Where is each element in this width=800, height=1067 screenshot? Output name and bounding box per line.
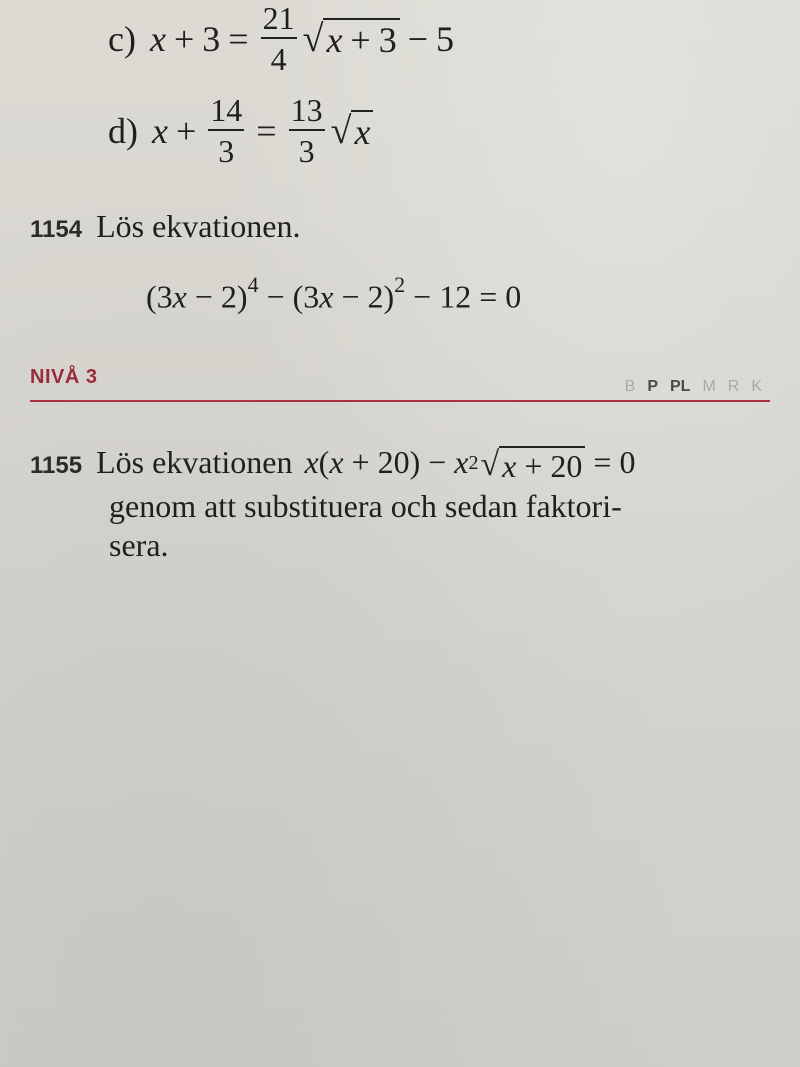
ability-code-p: P (647, 378, 658, 395)
eq-var: x (319, 278, 334, 315)
problem-number: 1155 (30, 452, 83, 479)
eq-var: x (304, 444, 319, 480)
eq-exponent: 2 (394, 272, 406, 297)
level-title: NIVÅ 3 (30, 366, 98, 388)
problem-1155-sqrt (480, 446, 585, 484)
problem-c-tail-op: − (407, 18, 429, 59)
sqrt-icon: √ (330, 109, 352, 152)
sqrt-icon: √ (480, 446, 500, 483)
eq-part: + 20) − (343, 444, 455, 480)
eq-part: + 20 (516, 448, 583, 484)
ability-codes (625, 378, 762, 396)
problem-d-equals: = (256, 110, 277, 151)
problem-c-tail-const: 5 (436, 18, 455, 59)
problem-d-lhs-var: x (152, 110, 168, 151)
problem-number: 1154 (30, 216, 83, 243)
problem-c-radicand-var: x (326, 19, 343, 60)
ability-code-k: K (751, 378, 762, 395)
problem-instruction: Lös ekvationen (96, 444, 293, 480)
problem-1155-radicand (499, 446, 585, 484)
problem-d-label: d) (108, 110, 138, 151)
eq-var: x (329, 444, 344, 480)
eq-part: − 2) (186, 278, 248, 315)
eq-var: x (454, 444, 469, 480)
problem-d-fraction-2 (289, 94, 325, 167)
problem-c-fraction (261, 2, 297, 75)
eq-part: − (3 (258, 278, 320, 315)
eq-exponent: 2 (468, 452, 479, 474)
problem-d-radicand (351, 110, 373, 152)
problem-c-radicand-op: + (350, 19, 371, 60)
problem-d-frac1-numerator: 14 (210, 92, 243, 128)
problem-d-frac2-numerator: 13 (290, 92, 323, 128)
problem-c-radicand (323, 18, 399, 60)
problem-c-frac-denominator: 4 (270, 41, 287, 77)
problem-1155-line-3: sera. (109, 526, 169, 563)
problem-d-fraction-1 (208, 94, 244, 167)
eq-part: (3 (146, 278, 173, 315)
ability-code-m: M (702, 378, 716, 395)
problem-1154-equation (146, 272, 522, 316)
problem-c-lhs-const: 3 (202, 18, 221, 59)
problem-instruction: Lös ekvationen. (96, 208, 301, 244)
sqrt-icon: √ (302, 17, 324, 60)
problem-d-radicand-var: x (354, 111, 371, 152)
problem-d-lhs-op: + (175, 110, 197, 151)
ability-code-r: R (727, 378, 740, 395)
problem-1155-line-2: genom att substituera och sedan faktori- (109, 487, 622, 524)
problem-1155-equation (304, 444, 635, 484)
problem-1155 (30, 444, 635, 564)
ability-code-pl: PL (669, 378, 691, 395)
problem-c (108, 2, 454, 75)
fraction-bar (261, 37, 297, 39)
eq-part: − 2) (333, 278, 395, 315)
eq-part: − 12 = 0 (405, 278, 522, 315)
fraction-bar (289, 129, 325, 131)
fraction-bar (208, 129, 244, 131)
eq-part: ( (318, 444, 330, 480)
problem-c-equals: = (228, 18, 249, 59)
problem-1154 (30, 208, 300, 245)
eq-var: x (172, 278, 187, 315)
problem-d (108, 94, 373, 167)
problem-c-frac-numerator: 21 (262, 0, 295, 36)
level-header (30, 366, 770, 408)
eq-exponent: 4 (247, 272, 259, 297)
problem-d-frac1-denominator: 3 (218, 133, 235, 169)
eq-var: x (502, 448, 517, 484)
problem-c-sqrt (303, 18, 400, 60)
problem-d-sqrt (331, 110, 374, 152)
eq-part: = 0 (585, 444, 636, 480)
problem-c-radicand-const: 3 (378, 19, 397, 60)
problem-d-frac2-denominator: 3 (298, 133, 315, 169)
level-divider (30, 400, 770, 402)
problem-c-lhs-var: x (149, 18, 166, 59)
problem-c-lhs-op: + (173, 18, 195, 59)
problem-c-label: c) (108, 18, 136, 59)
ability-code-b: B (624, 378, 636, 395)
